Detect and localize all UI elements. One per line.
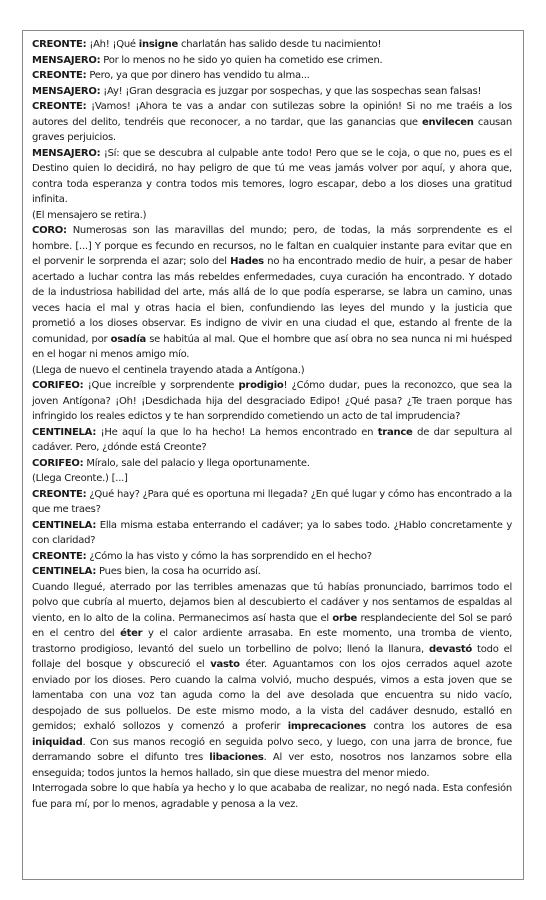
text-run: (El mensajero se retira.): [32, 209, 147, 221]
text-run: Pero, ya que por dinero has vendido tu alma...: [86, 70, 310, 81]
text-run: charlatán has salido desde tu nacimiento!: [178, 39, 382, 50]
text-paragraph: [32, 456, 512, 472]
speaker-label: MENSAJERO:: [32, 85, 101, 97]
text-run: resplandeciente del Sol se paró en el centro del: [32, 612, 513, 639]
bold-term: prodigio: [238, 380, 284, 391]
speaker-label: CENTINELA:: [32, 519, 97, 531]
text-run: Pues bien, la cosa ha ocurrido así.: [96, 566, 261, 577]
text-paragraph: [32, 363, 512, 379]
bold-term: Hades: [230, 256, 264, 267]
text-run: contra los autores de esa: [365, 721, 512, 732]
text-run: Ella misma estaba enterrando el cadáver; ya lo sabes todo. ¿Hablo concretamente y con claridad?: [32, 519, 512, 546]
speaker-label: CORIFEO:: [32, 380, 84, 391]
speaker-label: MENSAJERO:: [32, 54, 101, 66]
bold-term: osadía: [110, 333, 146, 345]
text-run: Por lo menos no he sido yo quien ha cometido ese crimen.: [100, 54, 383, 66]
text-paragraph: [32, 223, 512, 363]
speaker-label: CORIFEO:: [32, 457, 84, 469]
bold-term: iniquidad: [32, 736, 83, 748]
text-run: ¡Sí: que se descubra al culpable ante todo! Pero que se le coja, o que no, pues es el Destino quien lo decidirá, no hay peligro de que tú me veas jamás volver por aquí, y ahora que, contra toda esperanza y contra todos mis temores, logro escapar, debo a los dioses una gratitud infinita.: [32, 147, 512, 205]
text-paragraph: [32, 146, 512, 208]
bold-term: libaciones: [209, 752, 264, 763]
bold-term: imprecaciones: [287, 721, 366, 732]
text-run: y el calor ardiente arrasaba. En este momento, una tromba de viento, trastorno prodigioso, levantó del suelo un torbellino de polvo; llenó la llanura,: [32, 628, 512, 655]
text-paragraph: [32, 564, 512, 580]
text-paragraph: [32, 781, 512, 812]
text-run: ¡Que increíble y sorprendente: [83, 380, 239, 391]
text-paragraph: [32, 37, 512, 53]
bold-term: envilecen: [422, 116, 474, 128]
document-text: [32, 37, 512, 812]
bold-term: vasto: [210, 659, 240, 670]
speaker-label: CREONTE:: [32, 39, 87, 50]
text-run: causan graves perjuicios.: [32, 116, 512, 143]
text-run: (Llega de nuevo el centinela trayendo atada a Antígona.): [32, 364, 305, 376]
text-paragraph: [32, 99, 512, 146]
speaker-label: CENTINELA:: [32, 566, 97, 577]
speaker-label: CENTINELA:: [32, 426, 97, 438]
text-run: de dar sepultura al cadáver. Pero, ¿dónde está Creonte?: [32, 426, 512, 453]
text-run: ¡Ay! ¡Gran desgracia es juzgar por sospechas, y que las sospechas sean falsas!: [100, 85, 482, 97]
bold-term: orbe: [332, 612, 358, 624]
text-run: Interrogada sobre lo que había ya hecho y lo que acababa de realizar, no negó nada. Esta confesión fue para mí, por lo menos, agradable y penosa a la vez.: [32, 783, 512, 810]
speaker-label: CREONTE:: [32, 70, 87, 81]
speaker-label: MENSAJERO:: [32, 147, 101, 159]
text-run: ¡He aquí la que lo ha hecho! La hemos encontrado en: [96, 426, 378, 438]
text-run: éter. Aguantamos con los ojos cerrados aquel azote enviado por los dioses. Pero cuando la calma volvió, mucho después, vimos a esta joven que se lamentaba con una voz tan aguda como la del ave desolada que encuentra su nido vacío, despojado de sus polluelos. De este mismo modo, a la vista del cadáver desnudo, estalló en gemidos; exhaló sollozos y comenzó a proferir: [32, 659, 512, 732]
text-run: ! ¿Cómo dudar, pues la reconozco, que sea la joven Antígona? ¡Oh! ¡Desdichada hija del desgraciado Edipo! ¿Qué pasa? ¿Te traen porque has infringido los reales edictos y te han sorprendido cometiendo un acto de tal imprudencia?: [32, 380, 512, 422]
text-run: ¿Qué hay? ¿Para qué es oportuna mi llegada? ¿En qué lugar y cómo has encontrado a la que me traes?: [32, 488, 512, 515]
text-run: . Al ver esto, nosotros nos lanzamos sobre ella enseguida; todos juntos la hemos hallado, sin que diese muestra del menor miedo.: [32, 752, 513, 779]
speaker-label: CORO:: [32, 225, 67, 236]
text-paragraph: [32, 487, 512, 518]
text-run: se habitúa al mal. Que el hombre que así obra no sea nunca ni mi huésped en el hogar ni menos amigo mío.: [32, 333, 512, 360]
text-paragraph: [32, 518, 512, 549]
bold-term: devastó: [428, 643, 473, 655]
text-run: todo el follaje del bosque y obscureció el: [32, 643, 512, 670]
speaker-label: CREONTE:: [32, 550, 87, 562]
text-paragraph: [32, 53, 512, 69]
text-run: Cuando llegué, aterrado por las terribles amenazas que tú habías pronunciado, barrimos todo el polvo que cubría al muerto, dejamos bien al descubierto el cadáver y nos sentamos de espaldas al viento, en lo alto de la colina. Permanecimos así hasta que el: [32, 581, 512, 624]
text-run: no ha encontrado medio de huir, a pesar de haber acertado a luchar contra las más rebeldes enfermedades, cuya curación ha encontrado. Y dotado de la industriosa habilidad del arte, más allá de lo que podía esperarse, se labra un camino, unas veces hacia el mal y otras hacia el bien, confundiendo las leyes del mundo y la justicia que prometió a los dioses observar. Es indigno de vivir en una ciudad el que, estando al frente de la comunidad, por: [32, 256, 512, 345]
text-paragraph: [32, 425, 512, 456]
text-paragraph: [32, 68, 512, 84]
text-paragraph: [32, 208, 512, 224]
bold-term: éter: [120, 628, 143, 639]
text-run: Numerosas son las maravillas del mundo; pero, de todas, la más sorprendente es el hombre. [...] Y porque es fecundo en recursos, no le faltan en cualquier instante para evitar que en el porvenir le sorprenda el azar; solo del: [32, 225, 512, 267]
text-run: Míralo, sale del palacio y llega oportunamente.: [83, 457, 310, 469]
text-paragraph: [32, 549, 512, 565]
speaker-label: CREONTE:: [32, 101, 87, 112]
text-run: ¡Vamos! ¡Ahora te vas a andar con sutilezas sobre la opinión! Si no me traéis a los autores del delito, tendréis que reconocer, a no tardar, que las ganancias que: [32, 101, 512, 128]
text-paragraph: [32, 378, 512, 425]
text-paragraph: [32, 580, 512, 782]
text-run: (Llega Creonte.) [...]: [32, 473, 128, 484]
text-run: . Con sus manos recogió en seguida polvo seco, y luego, con una jarra de bronce, fue derramando sobre el difunto tres: [32, 736, 512, 763]
text-paragraph: [32, 471, 512, 487]
text-run: ¿Cómo la has visto y cómo la has sorprendido en el hecho?: [86, 550, 372, 562]
speaker-label: CREONTE:: [32, 488, 87, 500]
bold-term: trance: [377, 426, 413, 438]
text-paragraph: [32, 84, 512, 100]
text-run: ¡Ah! ¡Qué: [86, 39, 139, 50]
bold-term: insigne: [138, 39, 179, 50]
